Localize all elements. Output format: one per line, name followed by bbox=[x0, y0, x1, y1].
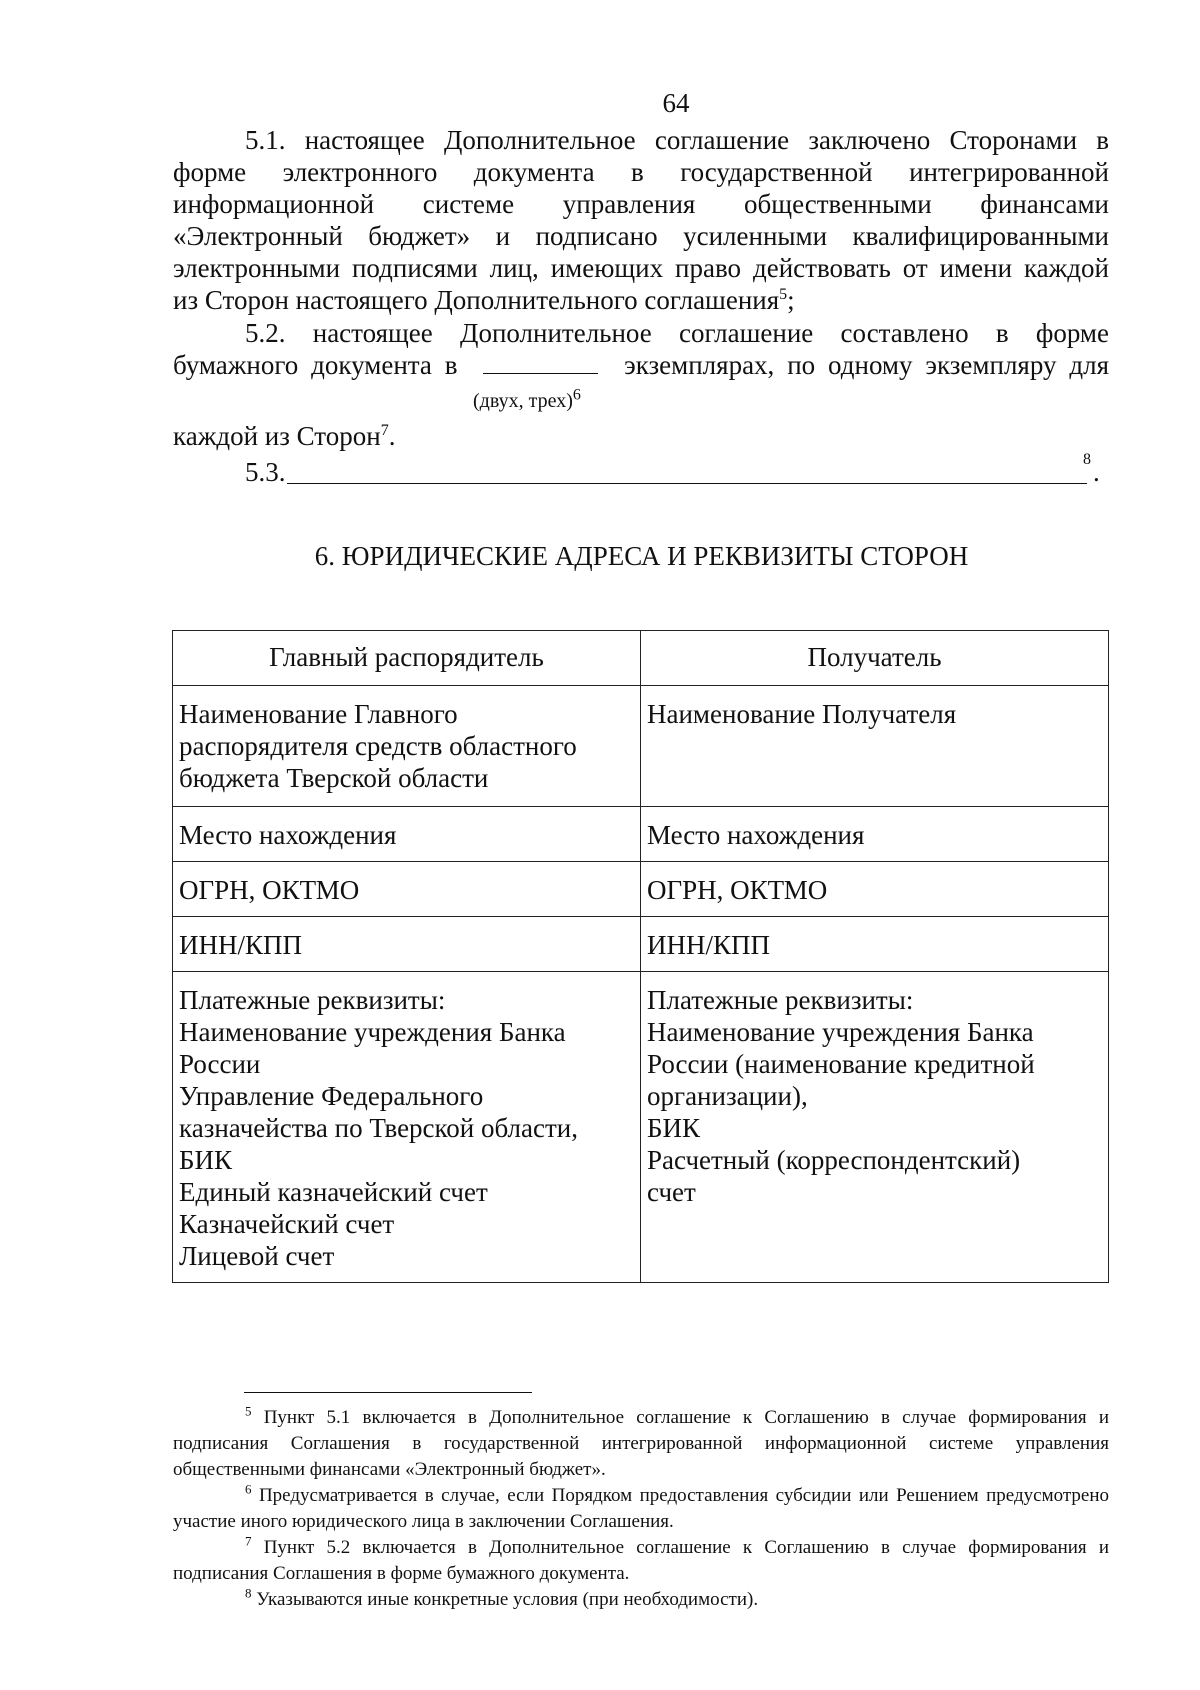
cell-line: БИК bbox=[179, 1145, 233, 1175]
footnote-mark: 7 bbox=[245, 1533, 252, 1549]
cell-line: Единый казначейский счет bbox=[179, 1177, 488, 1207]
footnote-text: Пункт 5.2 включается в Дополнительное соглашение к Соглашению в случае формирования и подписания Соглашения в форме бумажного документа. bbox=[173, 1537, 1109, 1584]
cell-line: Платежные реквизиты: bbox=[647, 985, 914, 1015]
footnote-8 bbox=[173, 1587, 1109, 1613]
copies-blank bbox=[483, 353, 598, 374]
footnote-separator bbox=[244, 1392, 532, 1393]
footnote-5 bbox=[173, 1405, 1109, 1483]
clause-5-2-line2-after: экземплярах, по одному экземпляру для bbox=[624, 350, 1110, 380]
cell-line: Наименование Главного bbox=[179, 699, 458, 729]
table-row-ogrn bbox=[173, 862, 1109, 917]
cell-line: БИК bbox=[647, 1113, 701, 1143]
table-row-payment bbox=[173, 972, 1109, 1283]
clause-5-1-line: из Сторон настоящего Дополнительного соглашения bbox=[173, 285, 780, 315]
clause-5-1-line: электронными подписями лиц, имеющих право действовать от имени каждой bbox=[173, 253, 1109, 283]
clause-5-2-line1: 5.2. настоящее Дополнительное соглашение составлено в форме bbox=[245, 318, 1109, 348]
footnote-mark: 5 bbox=[245, 1403, 252, 1419]
cell-distributor-inn: ИНН/КПП bbox=[173, 917, 641, 972]
clause-5-2 bbox=[173, 317, 1109, 381]
clause-5-2-line3: каждой из Сторон bbox=[173, 421, 381, 451]
clause-5-2-line3-tail: . bbox=[388, 421, 396, 451]
cell-line: бюджета Тверской области bbox=[179, 763, 489, 793]
clause-5-2-line2 bbox=[173, 349, 1109, 381]
cell-line: Расчетный (корреспондентский) bbox=[647, 1145, 1021, 1175]
header-recipient: Получатель bbox=[641, 631, 1109, 686]
cell-line: Наименование учреждения Банка bbox=[179, 1017, 566, 1047]
cell-distributor-payment bbox=[173, 972, 641, 1283]
cell-recipient-ogrn: ОГРН, ОКТМО bbox=[641, 862, 1109, 917]
page-number: 64 bbox=[662, 88, 690, 118]
clause-5-3-blank-line bbox=[287, 483, 1087, 484]
cell-recipient-name bbox=[641, 686, 1109, 807]
footnote-ref-5: 5 bbox=[779, 286, 788, 303]
footnote-text: Предусматривается в случае, если Порядком предоставления субсидии или Решением предусмотрено участие иного юридического лица в заключении Соглашения. bbox=[173, 1485, 1110, 1532]
footnote-7 bbox=[173, 1535, 1109, 1587]
clause-5-1-line: информационной системе управления общественными финансами bbox=[173, 189, 1109, 219]
cell-recipient-location: Место нахождения bbox=[641, 807, 1109, 862]
footnote-ref-7: 7 bbox=[380, 422, 389, 439]
clause-5-1-tail: ; bbox=[787, 285, 795, 315]
cell-line: распорядителя средств областного bbox=[179, 731, 577, 761]
footnote-text: Указываются иные конкретные условия (при необходимости). bbox=[256, 1589, 759, 1610]
header-main-distributor: Главный распорядитель bbox=[173, 631, 641, 686]
footnotes bbox=[173, 1405, 1109, 1613]
table-header-row bbox=[173, 631, 1109, 686]
footnote-ref-8: 8 bbox=[1083, 451, 1091, 468]
clause-5-2-line2-before: бумажного документа в bbox=[173, 350, 458, 380]
footnote-mark: 8 bbox=[245, 1585, 252, 1601]
footnote-text: Пункт 5.1 включается в Дополнительное соглашение к Соглашению в случае формирования и подписания Соглашения в государственной интегрированной информационной системе управления общественными финансами «Электронный бюджет». bbox=[173, 1407, 1109, 1480]
table-row-inn bbox=[173, 917, 1109, 972]
cell-distributor-name bbox=[173, 686, 641, 807]
requisites-table bbox=[172, 630, 1109, 1283]
footnote-ref-6: 6 bbox=[572, 386, 581, 404]
cell-line: Управление Федерального bbox=[179, 1081, 484, 1111]
cell-line: Наименование Получателя bbox=[647, 699, 957, 729]
section-title: 6. ЮРИДИЧЕСКИЕ АДРЕСА И РЕКВИЗИТЫ СТОРОН bbox=[314, 541, 969, 571]
cell-line: Наименование учреждения Банка bbox=[647, 1017, 1034, 1047]
table-row-location bbox=[173, 807, 1109, 862]
clause-5-1-last-line bbox=[173, 284, 1109, 316]
cell-line: казначейства по Тверской области, bbox=[179, 1113, 578, 1143]
footnote-6 bbox=[173, 1483, 1109, 1535]
footnote-mark: 6 bbox=[245, 1481, 252, 1497]
clause-5-3-number: 5.3. bbox=[245, 457, 286, 487]
clause-5-1-line: 5.1. настоящее Дополнительное соглашение заключено Сторонами в bbox=[245, 125, 1109, 155]
blank-hint-text: (двух, трех) bbox=[473, 390, 573, 412]
cell-line: России bbox=[179, 1049, 261, 1079]
cell-distributor-location: Место нахождения bbox=[173, 807, 641, 862]
cell-line: организации), bbox=[647, 1081, 808, 1111]
cell-recipient-inn: ИНН/КПП bbox=[641, 917, 1109, 972]
cell-recipient-payment bbox=[641, 972, 1109, 1283]
cell-distributor-ogrn: ОГРН, ОКТМО bbox=[173, 862, 641, 917]
cell-line: Лицевой счет bbox=[179, 1241, 335, 1271]
copies-blank-hint bbox=[473, 386, 581, 413]
clause-5-1-line: форме электронного документа в государственной интегрированной bbox=[173, 157, 1109, 187]
clause-5-1 bbox=[173, 124, 1109, 316]
clause-5-2-end bbox=[173, 420, 1109, 452]
cell-line: России (наименование кредитной bbox=[647, 1049, 1035, 1079]
clause-5-1-line: «Электронный бюджет» и подписано усиленными квалифицированными bbox=[173, 221, 1109, 251]
cell-line: счет bbox=[647, 1177, 696, 1207]
table-row-name bbox=[173, 686, 1109, 807]
clause-5-3-tail: . bbox=[1093, 457, 1100, 487]
cell-line: Платежные реквизиты: bbox=[179, 985, 446, 1015]
cell-line: Казначейский счет bbox=[179, 1209, 395, 1239]
